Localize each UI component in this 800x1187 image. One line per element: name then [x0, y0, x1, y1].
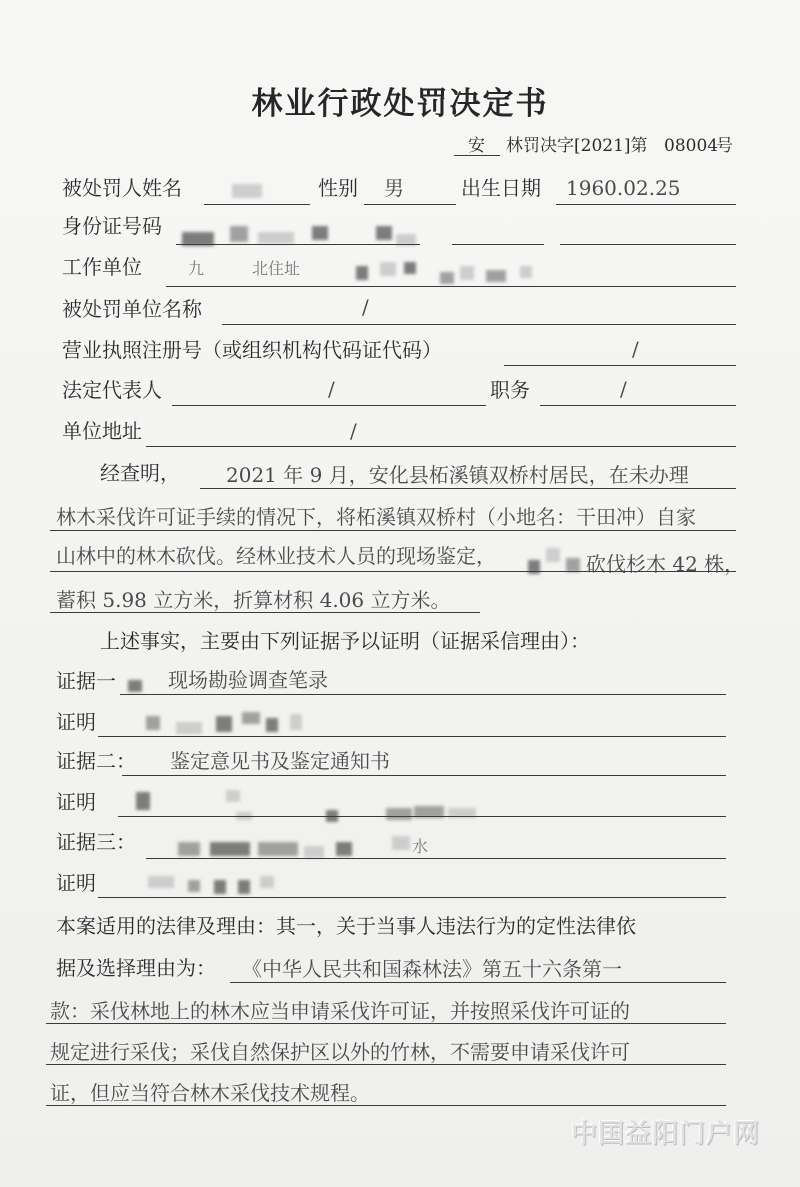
evidence-3-label: 证据三： [56, 830, 136, 854]
underline [122, 775, 726, 776]
redacted-proof [216, 716, 232, 732]
redacted-proof [242, 712, 260, 724]
redacted-work [440, 272, 454, 284]
work-partial-2: 北住址 [252, 259, 301, 278]
redacted-work [380, 262, 396, 276]
underline [454, 155, 500, 156]
evidence-1-value: 现场勘验调查笔录 [168, 668, 328, 692]
underline [46, 1064, 726, 1065]
redacted-work [356, 266, 368, 280]
redacted-evidence [336, 842, 352, 856]
redacted-person [566, 558, 580, 572]
redacted-id [312, 226, 328, 240]
law-line-2a: 据及选择理由为： [56, 956, 216, 980]
evidence-2-label: 证据二： [56, 749, 136, 773]
redacted-proof [238, 880, 250, 894]
unit-name-label: 被处罚单位名称 [62, 297, 202, 321]
slash: / [632, 337, 639, 361]
work-partial: 九 [188, 259, 205, 278]
redacted-evidence [178, 842, 200, 856]
slash: / [350, 419, 357, 443]
redacted-evidence [304, 846, 324, 858]
license-label: 营业执照注册号（或组织机构代码证代码） [62, 338, 442, 362]
position-label: 职务 [490, 378, 530, 402]
address-label: 单位地址 [62, 419, 142, 443]
doc-number-prefix: 安 [468, 136, 485, 156]
redacted-id [258, 232, 294, 244]
underline [556, 204, 736, 205]
doc-number-suffix: 号 [716, 136, 733, 156]
birth-label: 出生日期 [461, 176, 541, 200]
redacted-work [460, 266, 474, 280]
underline [230, 982, 726, 983]
rep-label: 法定代表人 [62, 378, 162, 402]
underline [120, 694, 726, 695]
underline [98, 736, 726, 737]
findings-line-4: 蓄积 5.98 立方米，折算材积 4.06 立方米。 [56, 588, 451, 612]
underline [452, 244, 544, 245]
law-line-2b: 《中华人民共和国森林法》第五十六条第一 [242, 957, 622, 981]
underline [172, 405, 486, 406]
id-label: 身份证号码 [62, 214, 162, 238]
slash: / [620, 377, 627, 401]
redacted-id [376, 226, 392, 240]
underline [146, 446, 736, 447]
redacted-work [486, 270, 506, 282]
work-label: 工作单位 [62, 255, 142, 279]
redacted-proof [214, 880, 226, 894]
underline [204, 204, 310, 205]
redacted-evidence [210, 842, 250, 856]
underline [50, 530, 736, 531]
proof-1-label: 证明 [56, 710, 96, 734]
doc-number-value: 08004 [664, 136, 719, 156]
underline [364, 204, 456, 205]
redacted-evidence [258, 842, 298, 856]
evidence-intro: 上述事实，主要由下列证据予以证明（证据采信理由）： [100, 629, 590, 653]
gender-label: 性别 [318, 176, 358, 200]
gender-value: 男 [384, 176, 404, 200]
slash: / [362, 295, 369, 319]
underline [98, 897, 726, 898]
doc-number-middle: 林罚决字[2021]第 [506, 136, 648, 156]
underline [50, 612, 480, 613]
findings-line-3a: 山林中的林木砍伐。经林业技术人员的现场鉴定， [56, 544, 496, 568]
findings-line-3b: 砍伐杉木 42 株， [586, 552, 745, 576]
evidence-3-partial: 水 [412, 837, 429, 856]
redacted-proof [188, 880, 200, 892]
underline [146, 858, 726, 859]
evidence-2-value: 鉴定意见书及鉴定通知书 [170, 749, 390, 773]
law-line-5: 证，但应当符合林木采伐技术规程。 [50, 1081, 370, 1105]
redacted-proof [386, 808, 412, 820]
redacted-proof [266, 718, 278, 732]
evidence-1-label: 证据一 [56, 669, 116, 693]
underline [560, 244, 736, 245]
redacted-proof [146, 716, 160, 730]
redacted-work [520, 266, 532, 278]
name-label: 被处罚人姓名 [62, 176, 182, 200]
redacted-proof [290, 714, 302, 730]
underline [50, 571, 736, 572]
proof-2-label: 证明 [56, 790, 96, 814]
underline [176, 244, 420, 245]
underline [118, 816, 726, 817]
redacted-proof [260, 876, 274, 888]
findings-lead: 经查明， [100, 461, 180, 485]
redacted-person [546, 548, 560, 562]
findings-line-2: 林木采伐许可证手续的情况下，将柘溪镇双桥村（小地名：干田冲）自家 [56, 505, 696, 529]
redacted-proof [148, 876, 174, 888]
law-line-3: 款：采伐林地上的林木应当申请采伐许可证，并按照采伐许可证的 [50, 999, 630, 1023]
slash: / [328, 377, 335, 401]
findings-line-1: 2021 年 9 月，安化县柘溪镇双桥村居民，在未办理 [226, 463, 689, 487]
redacted-id [230, 226, 248, 242]
redacted-evidence [392, 836, 410, 850]
redacted-name [232, 184, 262, 198]
underline [166, 286, 736, 287]
underline [222, 324, 736, 325]
document-title: 林业行政处罚决定书 [251, 86, 549, 122]
redacted-proof [226, 790, 240, 802]
underline [46, 1023, 726, 1024]
redacted-proof [136, 792, 150, 810]
law-line-4: 规定进行采伐；采伐自然保护区以外的竹林，不需要申请采伐许可 [50, 1040, 630, 1064]
underline [200, 488, 736, 489]
underline [540, 405, 736, 406]
underline [46, 1105, 726, 1106]
redacted-proof [176, 722, 202, 734]
underline [504, 365, 736, 366]
redacted-mark [128, 680, 142, 692]
watermark: 中国益阳门户网 [570, 1119, 760, 1149]
proof-3-label: 证明 [56, 871, 96, 895]
law-line-1: 本案适用的法律及理由：其一，关于当事人违法行为的定性法律依 [56, 914, 636, 938]
birth-value: 1960.02.25 [566, 176, 681, 200]
redacted-work [404, 262, 416, 274]
